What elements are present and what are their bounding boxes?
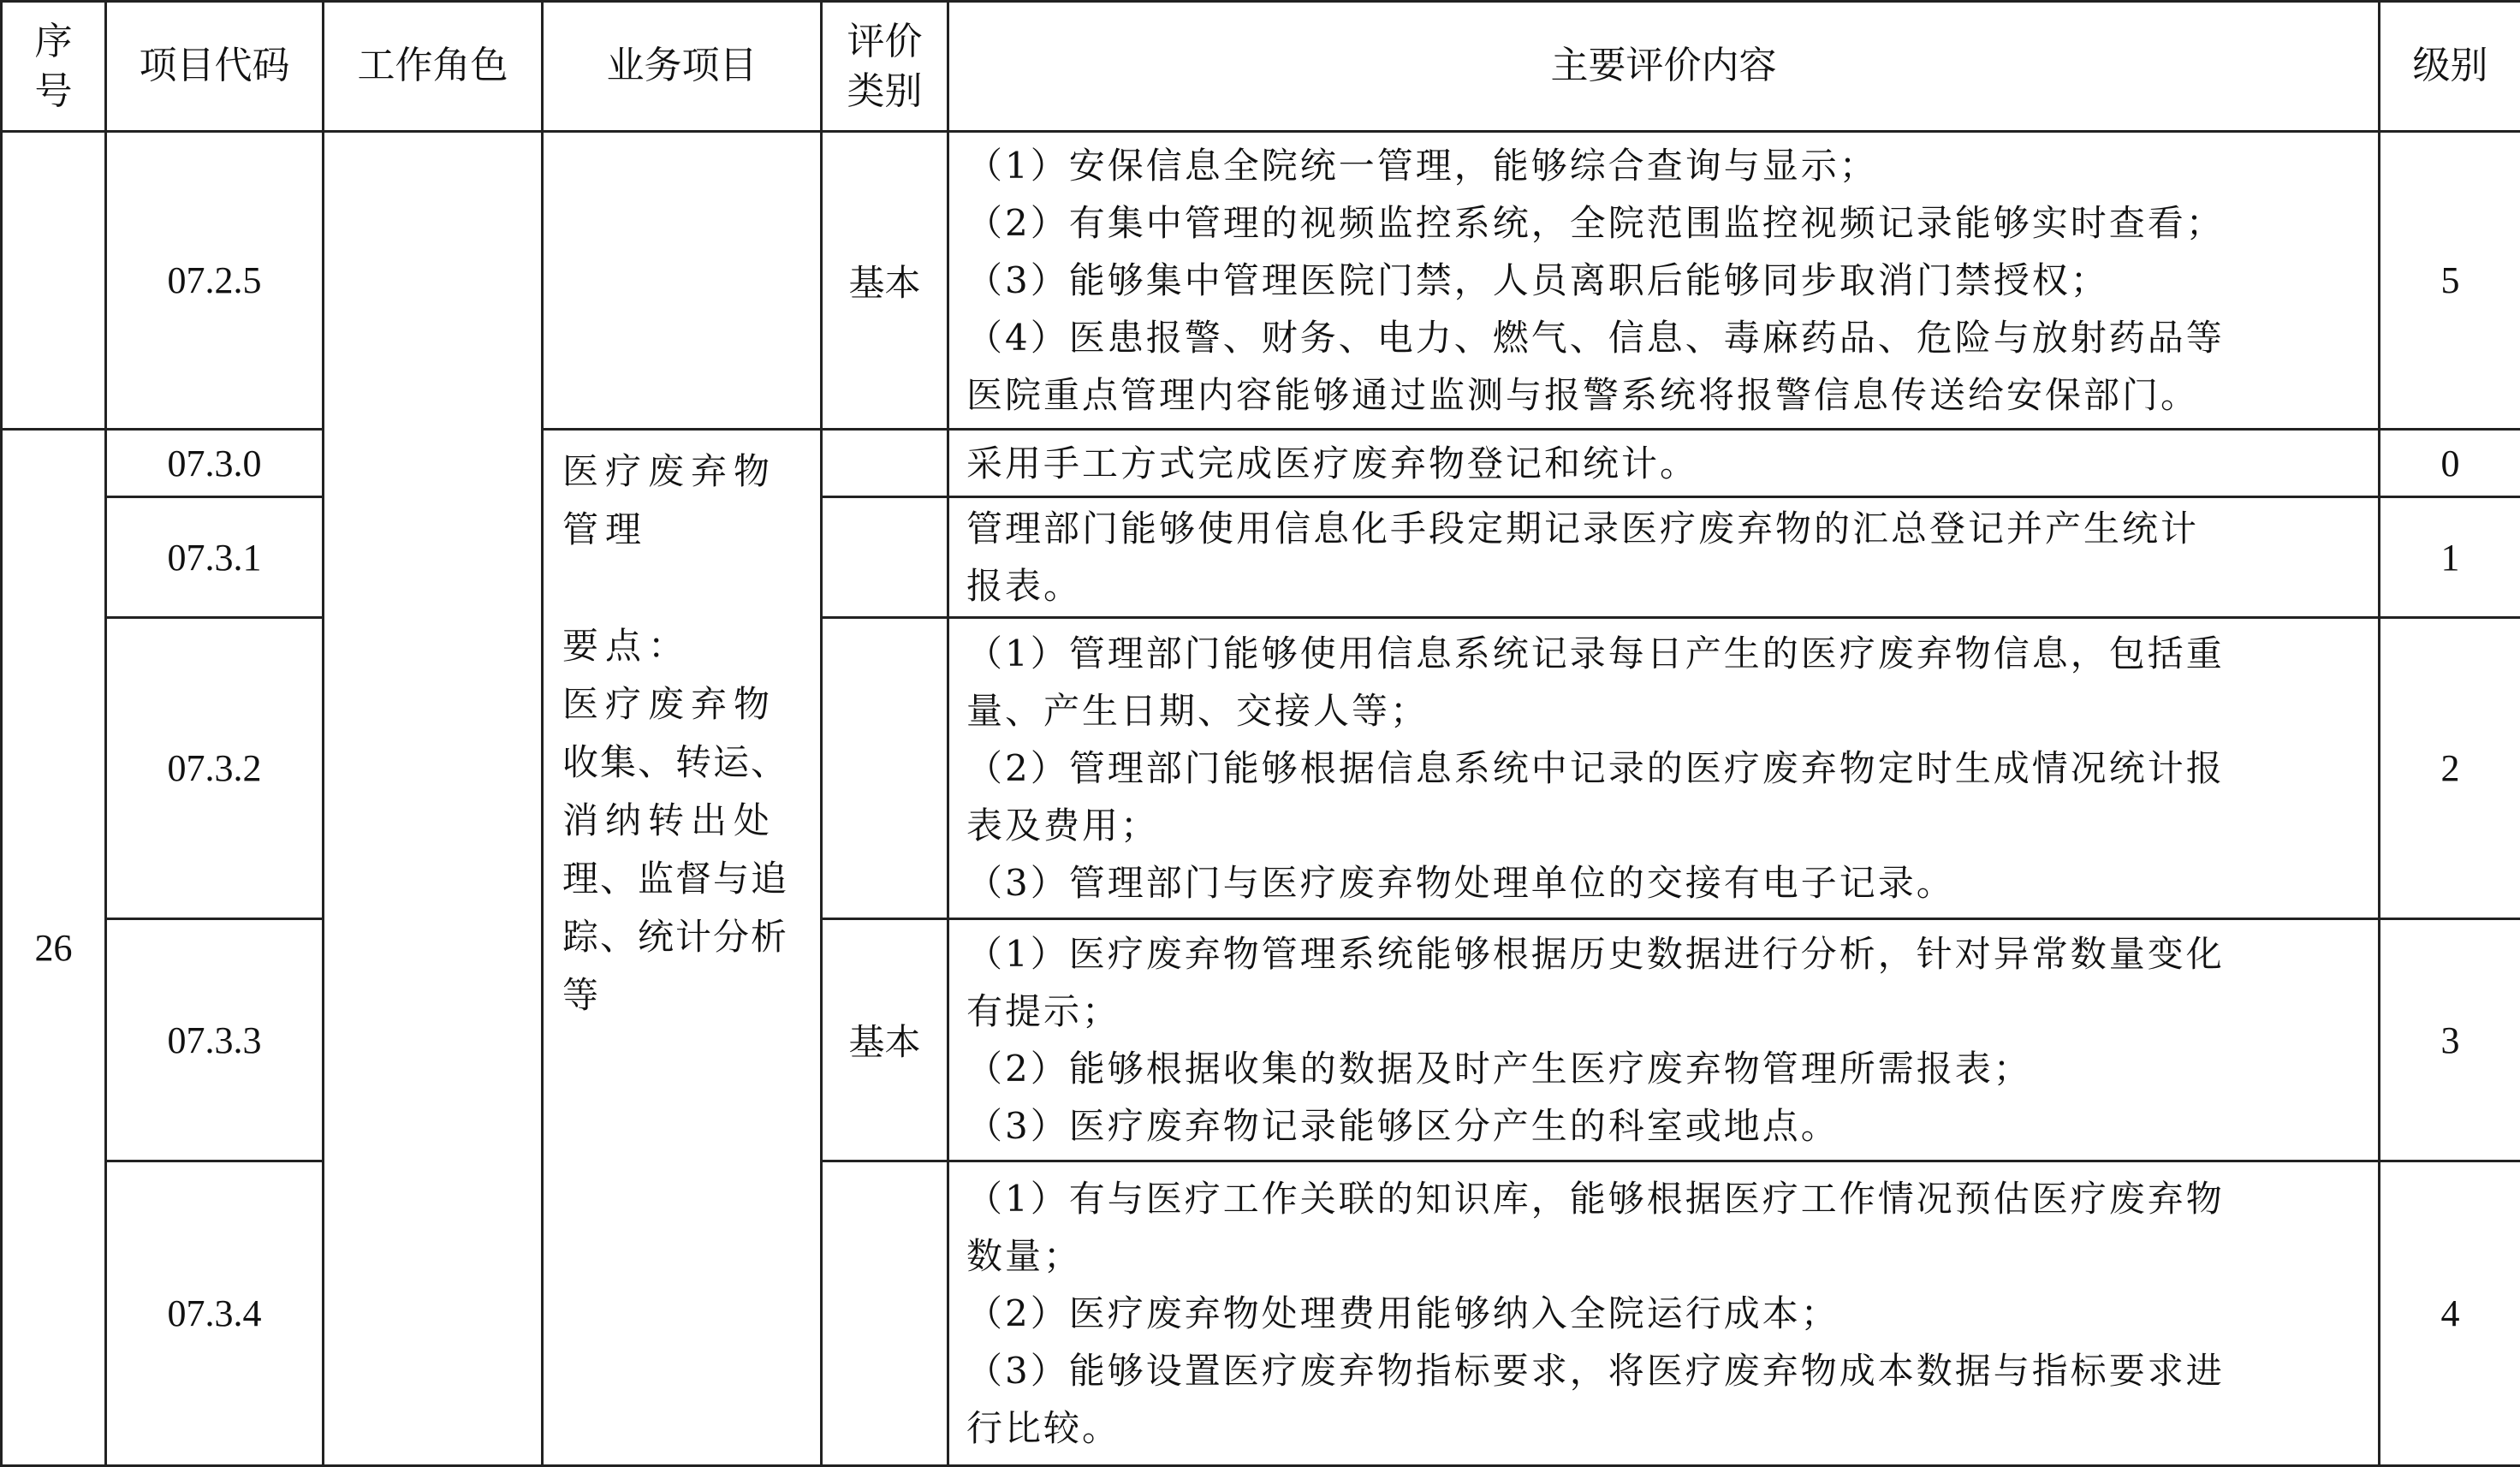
code-cell: 07.3.3 [106,919,324,1161]
role-cell [324,132,543,1466]
content-cell [948,132,2380,430]
header-code: 项目代码 [106,2,324,132]
category-cell [822,430,948,497]
level-cell: 3 [2380,919,2520,1161]
content-cell [948,919,2380,1161]
category-cell: 基本 [822,132,948,430]
content-line: （1）有与医疗工作关联的知识库，能够根据医疗工作情况预估医疗废弃物 [966,1170,2362,1227]
level-cell: 4 [2380,1161,2520,1466]
level-cell: 2 [2380,618,2520,919]
level-cell: 1 [2380,497,2520,618]
business-line [562,559,805,617]
header-role: 工作角色 [324,2,543,132]
level-cell: 5 [2380,132,2520,430]
header-category [822,2,948,132]
content-line: 表及费用； [966,797,2362,854]
content-line: （2）医疗废弃物处理费用能够纳入全院运行成本； [966,1285,2362,1342]
code-cell: 07.3.0 [106,430,324,497]
content-line: 采用手工方式完成医疗废弃物登记和统计。 [966,435,2362,492]
header-business: 业务项目 [543,2,822,132]
category-cell [822,618,948,919]
content-line: （2）有集中管理的视频监控系统，全院范围监控视频记录能够实时查看； [966,194,2362,252]
content-cell [948,497,2380,618]
content-line: （2）管理部门能够根据信息系统中记录的医疗废弃物定时生成情况统计报 [966,739,2362,797]
header-seq [2,2,106,132]
header-content: 主要评价内容 [948,2,2380,132]
business-cell [543,430,822,1466]
content-cell [948,430,2380,497]
header-category-line2: 类别 [823,67,947,116]
category-cell [822,497,948,618]
header-seq-line1: 序 [3,17,104,66]
content-line: 有提示； [966,983,2362,1040]
business-cell-empty [543,132,822,430]
business-line: 消纳转出处 [562,792,805,850]
header-category-line1: 评价 [823,17,947,66]
seq-cell-empty [2,132,106,430]
code-cell: 07.3.1 [106,497,324,618]
content-line: （1）管理部门能够使用信息系统记录每日产生的医疗废弃物信息，包括重 [966,625,2362,682]
business-line: 踪、统计分析 [562,908,805,966]
content-line: （3）能够设置医疗废弃物指标要求，将医疗废弃物成本数据与指标要求进 [966,1342,2362,1399]
code-cell: 07.3.4 [106,1161,324,1466]
content-line: 管理部门能够使用信息化手段定期记录医疗废弃物的汇总登记并产生统计 [966,500,2362,557]
business-line: 理、监督与追 [562,850,805,908]
content-line: 数量； [966,1227,2362,1285]
business-line: 收集、转运、 [562,734,805,792]
seq-cell: 26 [2,430,106,1466]
content-line: 医院重点管理内容能够通过监测与报警系统将报警信息传送给安保部门。 [966,366,2362,424]
table-row [2,132,2520,430]
content-line: （4）医患报警、财务、电力、燃气、信息、毒麻药品、危险与放射药品等 [966,309,2362,366]
header-level: 级别 [2380,2,2520,132]
business-line: 要点： [562,617,805,675]
content-cell [948,1161,2380,1466]
content-line: （1）安保信息全院统一管理，能够综合查询与显示； [966,137,2362,194]
level-cell: 0 [2380,430,2520,497]
business-line: 医疗废弃物 [562,675,805,734]
content-line: （3）能够集中管理医院门禁，人员离职后能够同步取消门禁授权； [966,252,2362,309]
category-cell: 基本 [822,919,948,1161]
content-line: （2）能够根据收集的数据及时产生医疗废弃物管理所需报表； [966,1040,2362,1097]
business-line: 管理 [562,501,805,559]
business-line: 等 [562,966,805,1025]
business-line: 医疗废弃物 [562,442,805,501]
category-cell [822,1161,948,1466]
content-line: （1）医疗废弃物管理系统能够根据历史数据进行分析，针对异常数量变化 [966,925,2362,983]
code-cell: 07.2.5 [106,132,324,430]
content-line: 报表。 [966,557,2362,615]
content-line: （3）医疗废弃物记录能够区分产生的科室或地点。 [966,1097,2362,1155]
content-line: 量、产生日期、交接人等； [966,682,2362,739]
content-cell [948,618,2380,919]
content-line: 行比较。 [966,1399,2362,1457]
code-cell: 07.3.2 [106,618,324,919]
table-header-row [2,2,2520,132]
header-seq-line2: 号 [3,67,104,116]
content-line: （3）管理部门与医疗废弃物处理单位的交接有电子记录。 [966,854,2362,912]
